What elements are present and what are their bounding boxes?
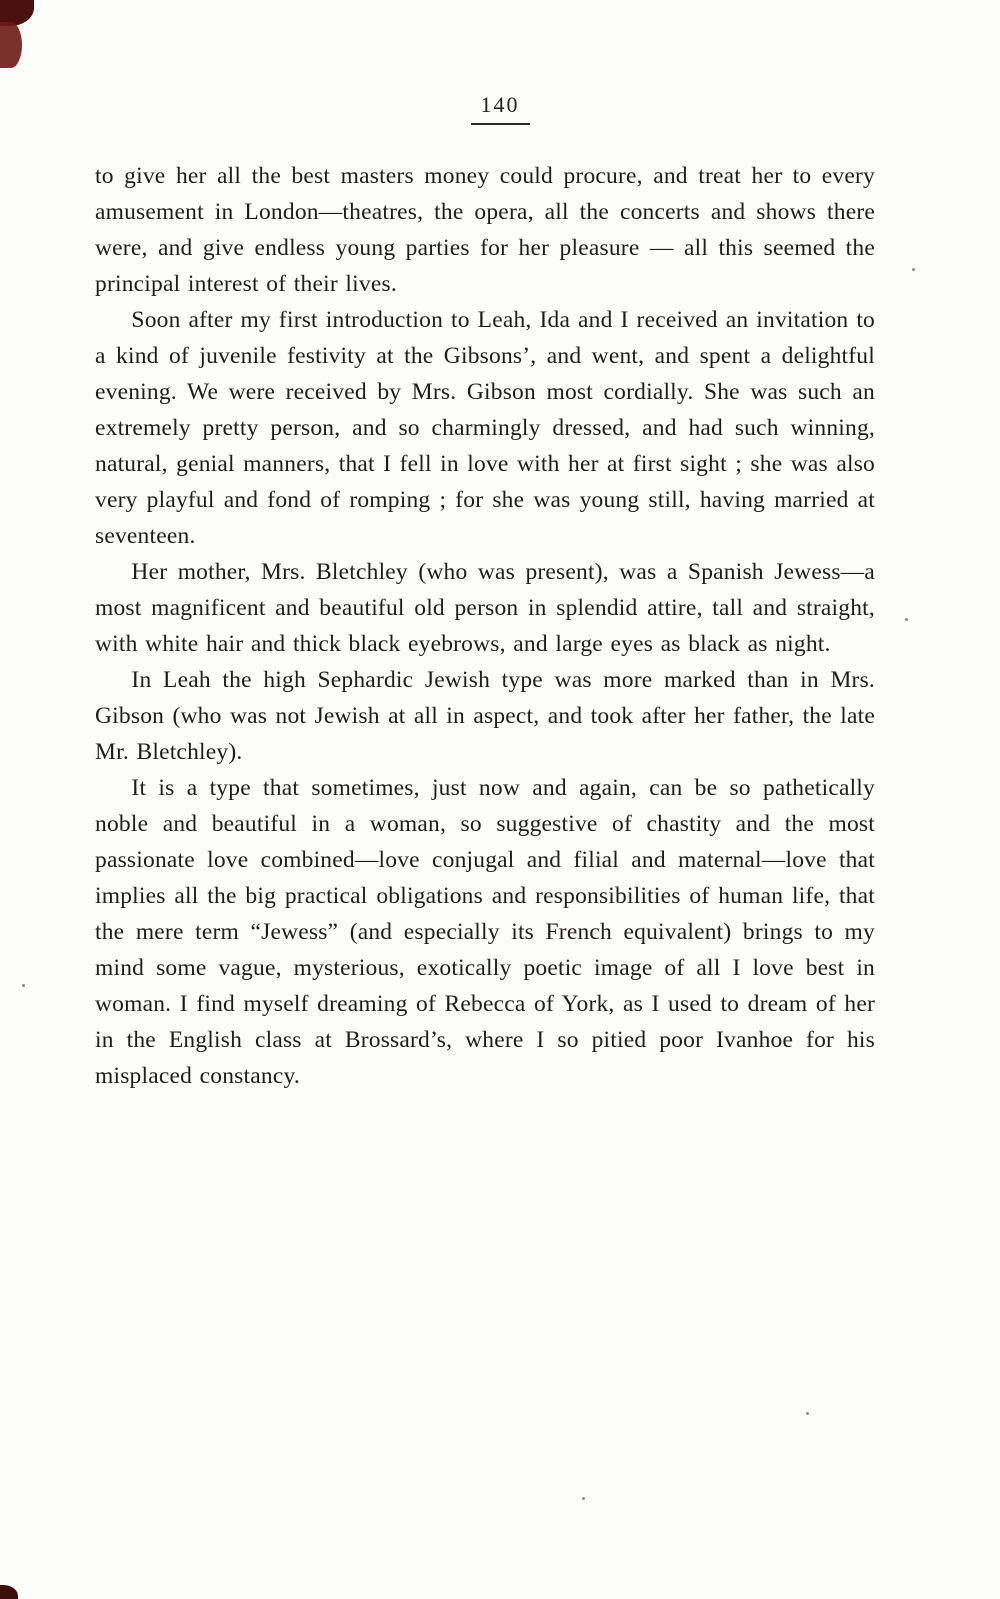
paragraph: Her mother, Mrs. Bletchley (who was present), was a Spanish Jewess—a most magnificent and beautiful old person in splendid attire, tall and straight, with white hair and thick black eyebrows, and large eyes as black as night. (95, 559, 875, 657)
scan-speck (806, 1412, 809, 1415)
scan-speck (905, 618, 908, 621)
scan-artifact (0, 1585, 18, 1599)
scan-speck (582, 1497, 585, 1500)
scan-artifact (0, 0, 34, 26)
paragraph: Soon after my first introduction to Leah, Ida and I received an invitation to a kind of juvenile festivity at the Gibsons’, and went, and spent a delightful evening. We were received by Mrs. Gibson most cordially. She was such an extremely pretty person, and so charmingly dressed, and had such winning, natural, genial manners, that I fell in love with her at first sight ; she was also very playful and fond of romping ; for she was young still, having married at seventeen. (95, 307, 875, 549)
paragraph: It is a type that sometimes, just now and again, can be so pathetically noble and beautiful in a woman, so suggestive of chastity and the most passionate love combined—love conjugal and filial and maternal—love that implies all the big practical obligations and responsibilities of human life, that the mere term “Jewess” (and especially its French equivalent) brings to my mind some vague, mysterious, exotically poetic image of all I love best in woman. I find myself dreaming of Rebecca of York, as I used to dream of her in the English class at Brossard’s, where I so pitied poor Ivanhoe for his misplaced constancy. (95, 775, 875, 1089)
page-number: 140 (471, 92, 530, 125)
paragraph: to give her all the best masters money could procure, and treat her to every amusement in London—theatres, the opera, all the concerts and shows there were, and give endless young parties for her pleasure — all this seemed the principal interest of their lives. (95, 163, 875, 297)
page-header (0, 92, 1000, 125)
scan-speck (22, 984, 25, 987)
scan-speck (912, 268, 915, 271)
scan-artifact (0, 22, 22, 68)
paragraph: In Leah the high Sephardic Jewish type was more marked than in Mrs. Gibson (who was not Jewish at all in aspect, and took after her father, the late Mr. Bletchley). (95, 667, 875, 765)
page-text (95, 158, 875, 1094)
